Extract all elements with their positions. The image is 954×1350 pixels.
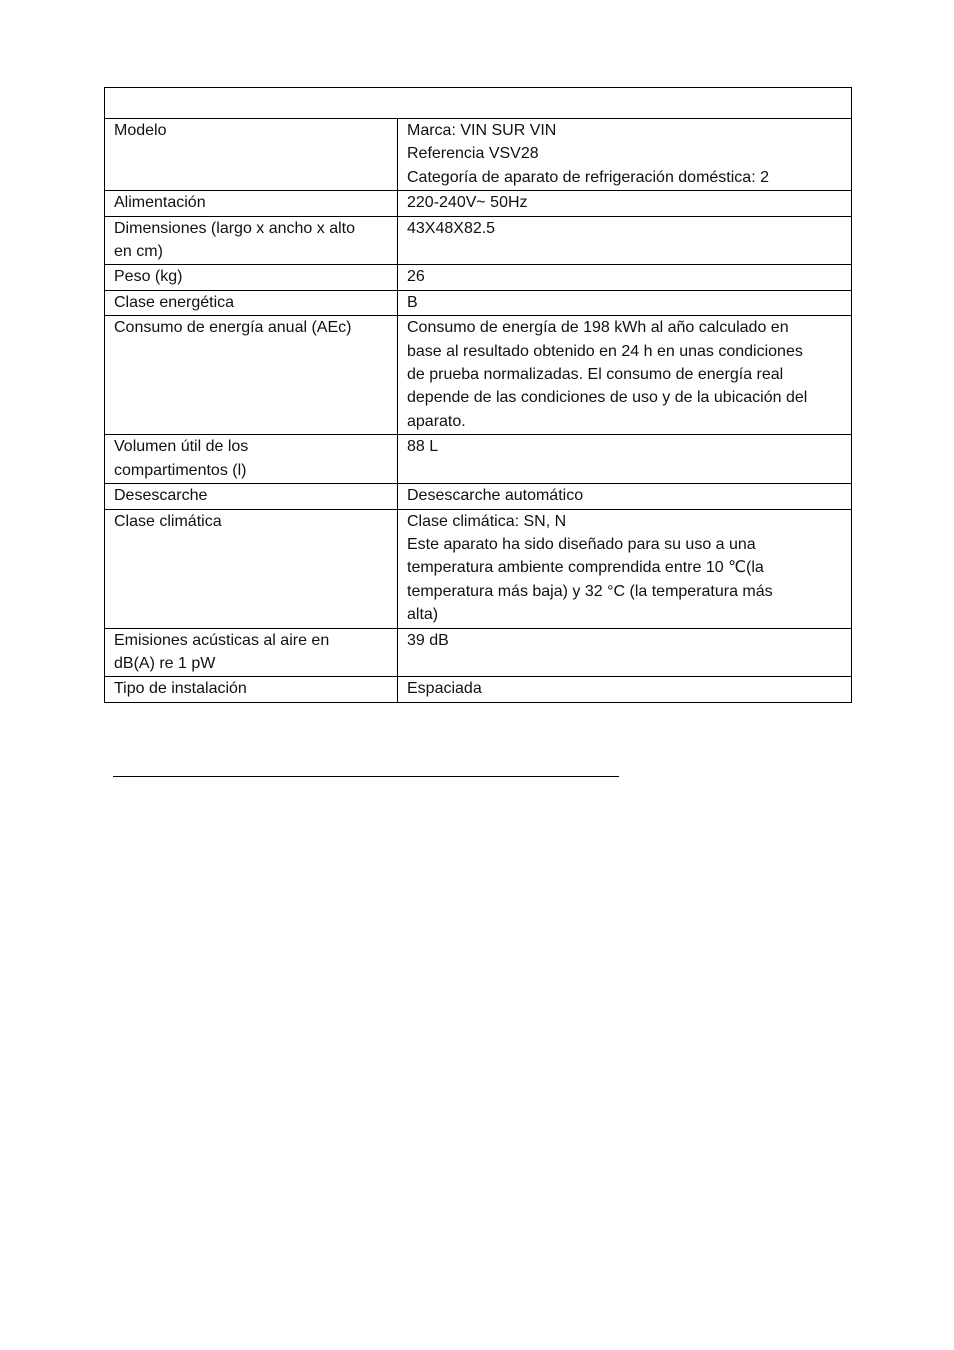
row-label: Consumo de energía anual (AEc)	[105, 316, 398, 435]
table-row	[105, 484, 852, 509]
row-label: Volumen útil de los compartimentos (l)	[105, 435, 398, 484]
horizontal-rule	[113, 776, 619, 777]
row-value: Desescarche automático	[398, 484, 852, 509]
row-value: Espaciada	[398, 677, 852, 702]
row-value: 220-240V~ 50Hz	[398, 191, 852, 216]
table-row	[105, 316, 852, 435]
spec-table	[104, 87, 852, 703]
row-label: Clase climática	[105, 509, 398, 628]
table-row	[105, 677, 852, 702]
row-value: Consumo de energía de 198 kWh al año calculado en base al resultado obtenido en 24 h en unas condiciones de prueba normalizadas. El consumo de energía real depende de las condiciones de uso y de la ubicación del aparato.	[398, 316, 852, 435]
row-value: Marca: VIN SUR VIN Referencia VSV28 Categoría de aparato de refrigeración doméstica: 2	[398, 119, 852, 191]
row-value: 26	[398, 265, 852, 290]
row-label: Desescarche	[105, 484, 398, 509]
table-row	[105, 119, 852, 191]
row-label: Tipo de instalación	[105, 677, 398, 702]
row-label: Modelo	[105, 119, 398, 191]
table-row	[105, 628, 852, 677]
row-value: Clase climática: SN, N Este aparato ha sido diseñado para su uso a una temperatura ambiente comprendida entre 10 ℃(la temperatura más baja) y 32 °C (la temperatura más alta)	[398, 509, 852, 628]
row-value: B	[398, 290, 852, 315]
table-header-cell	[105, 88, 852, 119]
table-row	[105, 435, 852, 484]
table-header-row	[105, 88, 852, 119]
table-row	[105, 216, 852, 265]
table-row	[105, 290, 852, 315]
table-row	[105, 509, 852, 628]
row-label: Clase energética	[105, 290, 398, 315]
table-row	[105, 265, 852, 290]
row-label: Alimentación	[105, 191, 398, 216]
row-value: 88 L	[398, 435, 852, 484]
table-row	[105, 191, 852, 216]
row-label: Emisiones acústicas al aire en dB(A) re 1 pW	[105, 628, 398, 677]
row-label: Peso (kg)	[105, 265, 398, 290]
row-label: Dimensiones (largo x ancho x alto en cm)	[105, 216, 398, 265]
row-value: 43X48X82.5	[398, 216, 852, 265]
row-value: 39 dB	[398, 628, 852, 677]
